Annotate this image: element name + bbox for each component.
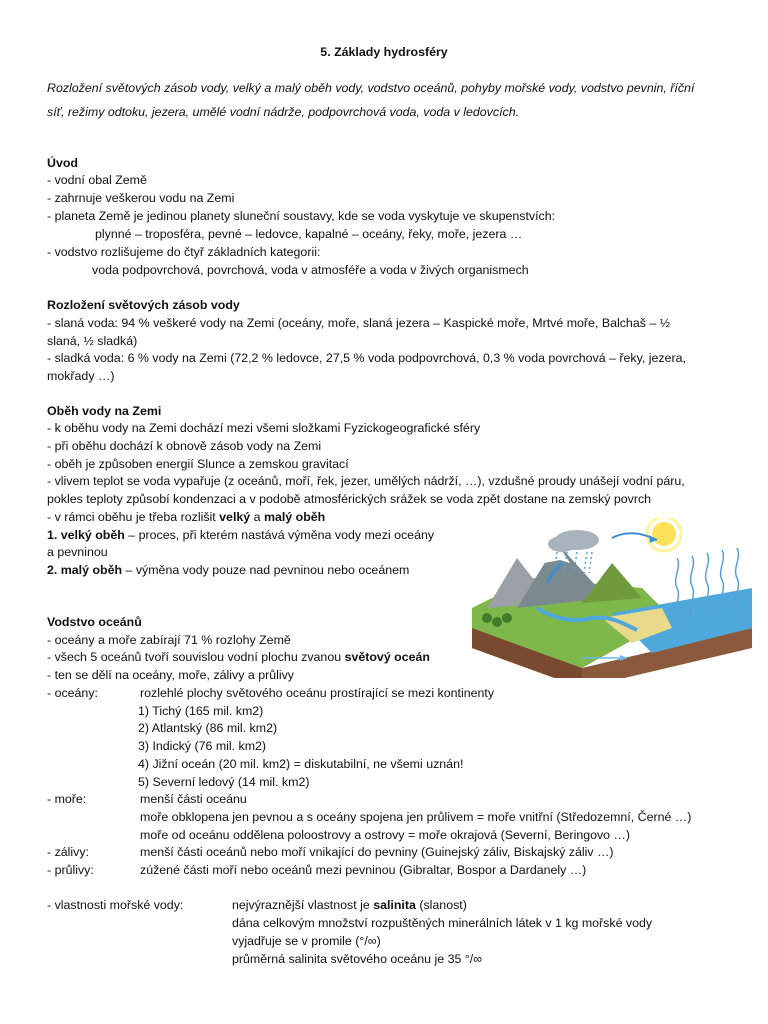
section-heading-oceany: Vodstvo oceánů <box>47 615 142 629</box>
rozlisit-velky: velký <box>219 510 251 524</box>
zasoby-line: - sladká voda: 6 % vody na Zemi (72,2 % ledovce, 27,5 % voda podpovrchová, 0,3 % voda povrchová – řeky, jezera, <box>47 351 686 365</box>
vlastnosti-line <box>232 897 467 913</box>
page-title: 5. Základy hydrosféry <box>320 45 448 59</box>
uvod-line: - vodní obal Země <box>47 173 147 187</box>
obeh-line: - oběh je způsoben energií Slunce a zemskou gravitací <box>47 457 349 471</box>
vlastnosti-line: dána celkovým množství rozpuštěných minerálních látek v 1 kg mořské vody <box>232 916 653 930</box>
section-heading-obeh: Oběh vody na Zemi <box>47 404 162 418</box>
more-term-label: - moře: <box>47 792 87 806</box>
salinita-term: salinita <box>373 898 416 912</box>
velky-obeh-cont: a pevninou <box>47 545 108 559</box>
oceany-line: - ten se dělí na oceány, moře, zálivy a průlivy <box>47 668 295 682</box>
zasoby-line: slaná, ½ sladká) <box>47 334 138 348</box>
zasoby-line: mokřady …) <box>47 369 115 383</box>
ocean-list-item: 3) Indický (76 mil. km2) <box>138 739 267 753</box>
ocean-list-item: 1) Tichý (165 mil. km2) <box>138 704 264 718</box>
oceany-term-label: - oceány: <box>47 686 98 700</box>
maly-obeh-label: 2. malý oběh <box>47 563 123 577</box>
uvod-line: plynné – troposféra, pevné – ledovce, kapalné – oceány, řeky, moře, jezera … <box>95 227 523 241</box>
zalivy-desc: menší části oceánů nebo moří vnikající do pevniny (Guinejský záliv, Biskajský záliv …) <box>140 845 614 859</box>
ocean-list-item: 4) Jižní oceán (20 mil. km2) = diskutabilní, ne všemi uznán! <box>138 757 464 771</box>
salinita-text: nejvýraznější vlastnost je <box>232 898 374 912</box>
ocean-list-item: 2) Atlantský (86 mil. km2) <box>138 721 278 735</box>
uvod-line: - planeta Země je jedinou planety sluneční soustavy, kde se voda vyskytuje ve skupenstvích: <box>47 209 556 223</box>
svetovy-ocean-text: - všech 5 oceánů tvoří souvislou vodní plochu zvanou <box>47 650 345 664</box>
pruliv-term-label: - průlivy: <box>47 863 94 877</box>
uvod-line: - vodstvo rozlišujeme do čtyř základních kategorii: <box>47 245 321 259</box>
rozlisit-maly: malý oběh <box>263 510 326 524</box>
velky-obeh-line <box>47 527 434 543</box>
obeh-line: - při oběhu dochází k obnově zásob vody na Zemi <box>47 439 322 453</box>
oceany-line <box>47 649 430 665</box>
more-line: menší části oceánu <box>140 792 247 806</box>
vlastnosti-line: průměrná salinita světového oceánu je 35 °/∞ <box>232 952 483 966</box>
obeh-line: - vlivem teplot se voda vypařuje (z oceánů, moří, řek, jezer, umělých nádrží, …), vzdušné proudy unášejí vodní páru, <box>47 474 685 488</box>
more-line: moře od oceánu oddělena poloostrovy a ostrovy = moře okrajová (Severní, Beringovo …) <box>140 828 631 842</box>
oceany-term-desc: rozlehlé plochy světového oceánu prostírající se mezi kontinenty <box>140 686 495 700</box>
maly-obeh-text: – výměna vody pouze nad pevninou nebo oceánem <box>122 563 410 577</box>
velky-obeh-text: – proces, při kterém nastává výměna vody mezi oceány <box>124 528 435 542</box>
intro-line-1: Rozložení světových zásob vody, velký a malý oběh vody, vodstvo oceánů, pohyby mořské vody, vodstvo pevnin, říční <box>47 81 695 95</box>
pruliv-desc: zúžené části moří nebo oceánů mezi pevninou (Gibraltar, Bospor a Dardanely …) <box>140 863 587 877</box>
uvod-line: voda podpovrchová, povrchová, voda v atmosféře a voda v živých organismech <box>92 263 529 277</box>
vlastnosti-label: - vlastnosti mořské vody: <box>47 898 184 912</box>
water-cycle-illustration <box>462 518 762 678</box>
uvod-line: - zahrnuje veškerou vodu na Zemi <box>47 191 235 205</box>
rozlisit-and: a <box>250 510 264 524</box>
obeh-rozlisit-line <box>47 509 325 525</box>
oceany-line: - oceány a moře zabírají 71 % rozlohy Země <box>47 633 291 647</box>
intro-line-2: síť, režimy odtoku, jezera, umělé vodní nádrže, podpovrchová voda, voda v ledovcích. <box>47 105 520 119</box>
maly-obeh-line <box>47 562 409 578</box>
obeh-line: - k oběhu vody na Zemi dochází mezi všemi složkami Fyzickogeografické sféry <box>47 421 481 435</box>
svetovy-ocean-term: světový oceán <box>344 650 430 664</box>
section-heading-zasoby: Rozložení světových zásob vody <box>47 298 240 312</box>
zalivy-term-label: - zálivy: <box>47 845 89 859</box>
obeh-line: pokles teploty způsobí kondenzaci a v podobě atmosférických srážek se voda zpět dostane na zemský povrch <box>47 492 652 506</box>
velky-obeh-label: 1. velký oběh <box>47 528 125 542</box>
salinita-note: (slanost) <box>415 898 467 912</box>
section-heading-uvod: Úvod <box>47 156 78 170</box>
more-line: moře obklopena jen pevnou a s oceány spojena jen průlivem = moře vnitřní (Středozemní, Černé …) <box>140 810 692 824</box>
zasoby-line: - slaná voda: 94 % veškeré vody na Zemi (oceány, moře, slaná jezera – Kaspické moře, Mrtvé moře, Balchaš – ½ <box>47 316 671 330</box>
vlastnosti-line: vyjadřuje se v promile (°/∞) <box>232 934 381 948</box>
ocean-list-item: 5) Severní ledový (14 mil. km2) <box>138 775 310 789</box>
rozlisit-text: - v rámci oběhu je třeba rozlišit <box>47 510 220 524</box>
